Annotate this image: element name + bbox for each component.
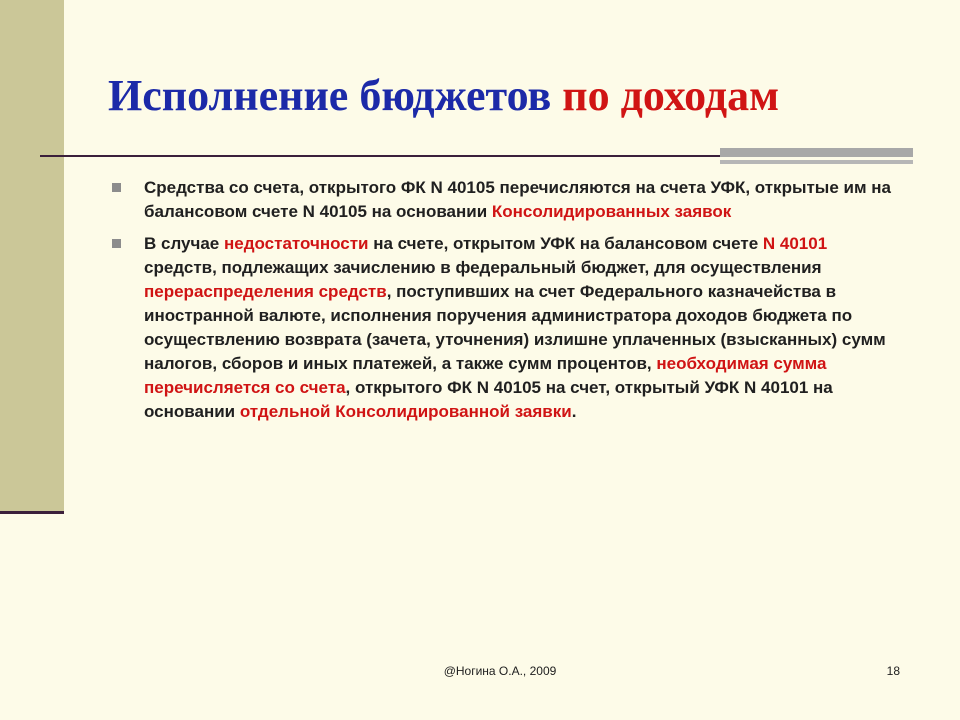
slide-title — [108, 66, 779, 126]
text-segment-highlight: перераспределения средств — [144, 282, 387, 301]
slide-title-highlight: по доходам — [562, 71, 780, 120]
title-accent-bar — [720, 148, 913, 157]
text-segment: средств, подлежащих зачислению в федеральный бюджет, для осуществления — [144, 258, 822, 277]
page-number: 18 — [886, 664, 900, 678]
text-segment: В случае — [144, 234, 224, 253]
slide-title-main: Исполнение бюджетов — [108, 71, 563, 120]
text-segment: . — [571, 402, 577, 421]
left-decor-band — [0, 0, 64, 513]
left-band-bottom-rule — [0, 511, 64, 514]
title-accent-bar-lower — [720, 160, 913, 164]
bullet-item-2 — [108, 232, 898, 424]
slide-body — [108, 176, 898, 432]
text-segment-highlight: недостаточности — [224, 234, 369, 253]
square-bullet-icon — [112, 239, 121, 248]
bullet-item-1 — [108, 176, 898, 224]
text-segment: Средства со счета, открытого ФК N 40105 перечисляются на счета УФК, открытые им на балансовом счете N 40105 на основании — [144, 178, 891, 221]
text-segment-highlight: необходимая сумма перечисляется со счета — [144, 354, 827, 397]
text-segment: , открытого ФК N 40105 на счет, открытый УФК N 40101 на основании — [144, 378, 833, 421]
bullet-text — [144, 234, 886, 421]
text-segment: , поступивших на счет Федерального казначейства в иностранной валюте, исполнения поручения администратора доходов бюджета по осуществлению возврата (зачета, уточнения) излишне уплаченных (взысканных) сумм налогов, сборов и иных платежей, а также сумм процентов, — [144, 282, 886, 373]
text-segment-highlight: отдельной Консолидированной заявки — [239, 402, 572, 421]
text-segment-highlight: N 40101 — [762, 234, 828, 253]
square-bullet-icon — [112, 183, 121, 192]
footer-author: @Ногина О.А., 2009 — [443, 664, 557, 678]
text-segment: на счете, открытом УФК на балансовом счете — [368, 234, 763, 253]
bullet-text — [144, 178, 891, 221]
text-segment-highlight: Консолидированных заявок — [491, 202, 732, 221]
